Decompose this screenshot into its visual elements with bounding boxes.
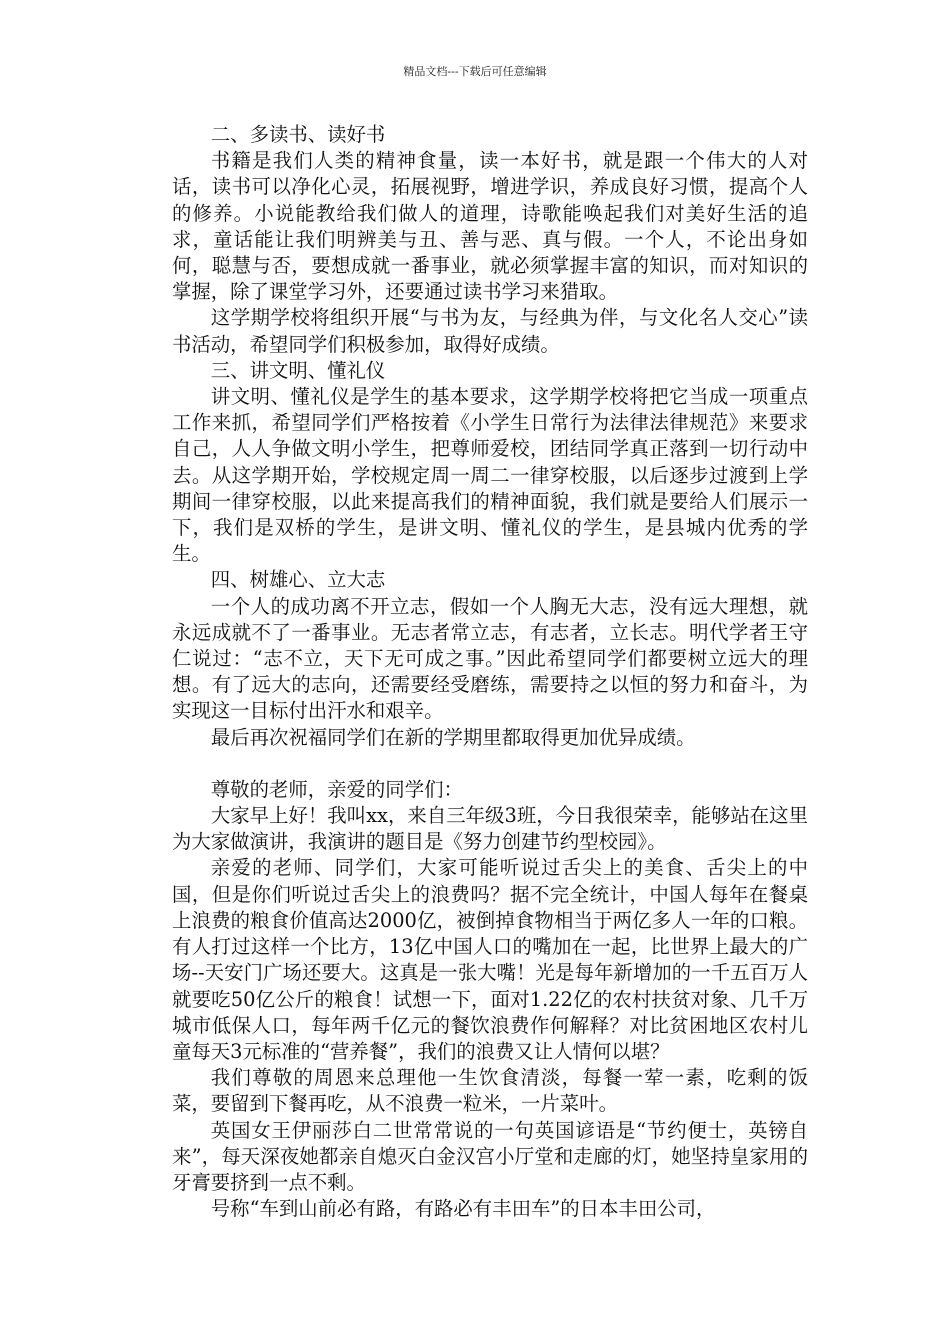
- page-header: 精品文档---下载后可任意编辑: [403, 65, 547, 78]
- paragraph-zhou-enlai: 我们尊敬的周恩来总理他一生饮食清淡，每餐一荤一素，吃剩的饭菜，要留到下餐再吃，从不浪费一粒米，一片菜叶。: [172, 1066, 808, 1116]
- paragraph-closing-wish: 最后再次祝福同学们在新的学期里都取得更加优异成绩。: [210, 725, 696, 749]
- paragraph-books: 书籍是我们人类的精神食量，读一本好书，就是跟一个伟大的人对话，读书可以净化心灵，拓展视野，增进学识，养成良好习惯，提高个人的修养。小说能教给我们做人的道理，诗歌能唤起我们对美好生活的追求，童话能让我们明辨美与丑、善与恶、真与假。一个人，不论出身如何，聪慧与否，要想成就一番事业，就必须掌握丰富的知识，而对知识的掌握，除了课堂学习外，还要通过读书学习来猎取。: [172, 149, 808, 304]
- document-body: [172, 122, 808, 1222]
- paragraph-toyota: 号称“车到山前必有路，有路必有丰田车”的日本丰田公司，: [210, 1197, 716, 1221]
- section-heading-civility: 三、讲文明、懂礼仪: [210, 358, 386, 382]
- paragraph-food-waste: 亲爱的老师、同学们，大家可能听说过舌尖上的美食、舌尖上的中国，但是你们听说过舌尖上的浪费吗？据不完全统计，中国人每年在餐桌上浪费的粮食价值高达2000亿，被倒掉食物相当于两亿多人一年的口粮。有人打过这样一个比方，13亿中国人口的嘴加在一起，比世界上最大的广场--天安门广场还要大。这真是一张大嘴！光是每年新增加的一千五百万人就要吃50亿公斤的粮食！试想一下，面对1.22亿的农村扶贫对象、几千万城市低保人口，每年两千亿元的餐饮浪费作何解释？对比贫困地区农村儿童每天3元标准的“营养餐”，我们的浪费又让人情何以堪？: [172, 856, 808, 1063]
- paragraph-introduction: 大家早上好！我叫xx，来自三年级3班，今日我很荣幸，能够站在这里为大家做演讲，我演讲的题目是《努力创建节约型校园》。: [172, 804, 808, 854]
- blank-line: [172, 751, 808, 777]
- section-heading-ambition: 四、树雄心、立大志: [210, 568, 386, 592]
- paragraph-reading-activity: 这学期学校将组织开展“与书为友，与经典为伴，与文化名人交心”读书活动，希望同学们积极参加，取得好成绩。: [172, 306, 808, 356]
- paragraph-ambition: 一个人的成功离不开立志，假如一个人胸无大志，没有远大理想，就永远成就不了一番事业。无志者常立志，有志者，立长志。明代学者王守仁说过：“志不立，天下无可成之事。”因此希望同学们都要树立远大的理想。有了远大的志向，还需要经受磨练，需要持之以恒的努力和奋斗，为实现这一目标付出汗水和艰辛。: [172, 594, 808, 723]
- section-heading-reading: 二、多读书、读好书: [210, 123, 386, 146]
- paragraph-civility: 讲文明、懂礼仪是学生的基本要求，这学期学校将把它当成一项重点工作来抓，希望同学们严格按着《小学生日常行为法律法律规范》来要求自己，人人争做文明小学生，把尊师爱校，团结同学真正落到一切行动中去。从这学期开始，学校规定周一周二一律穿校服，以后逐步过渡到上学期间一律穿校服，以此来提高我们的精神面貌，我们就是要给人们展示一下，我们是双桥的学生，是讲文明、懂礼仪的学生，是县城内优秀的学生。: [172, 385, 808, 566]
- paragraph-queen-elizabeth: 英国女王伊丽莎白二世常常说的一句英国谚语是“节约便士，英镑自来”，每天深夜她都亲自熄灭白金汉宫小厅堂和走廊的灯，她坚持皇家用的牙膏要挤到一点不剩。: [172, 1118, 808, 1194]
- speech-salutation: 尊敬的老师，亲爱的同学们：: [210, 777, 463, 801]
